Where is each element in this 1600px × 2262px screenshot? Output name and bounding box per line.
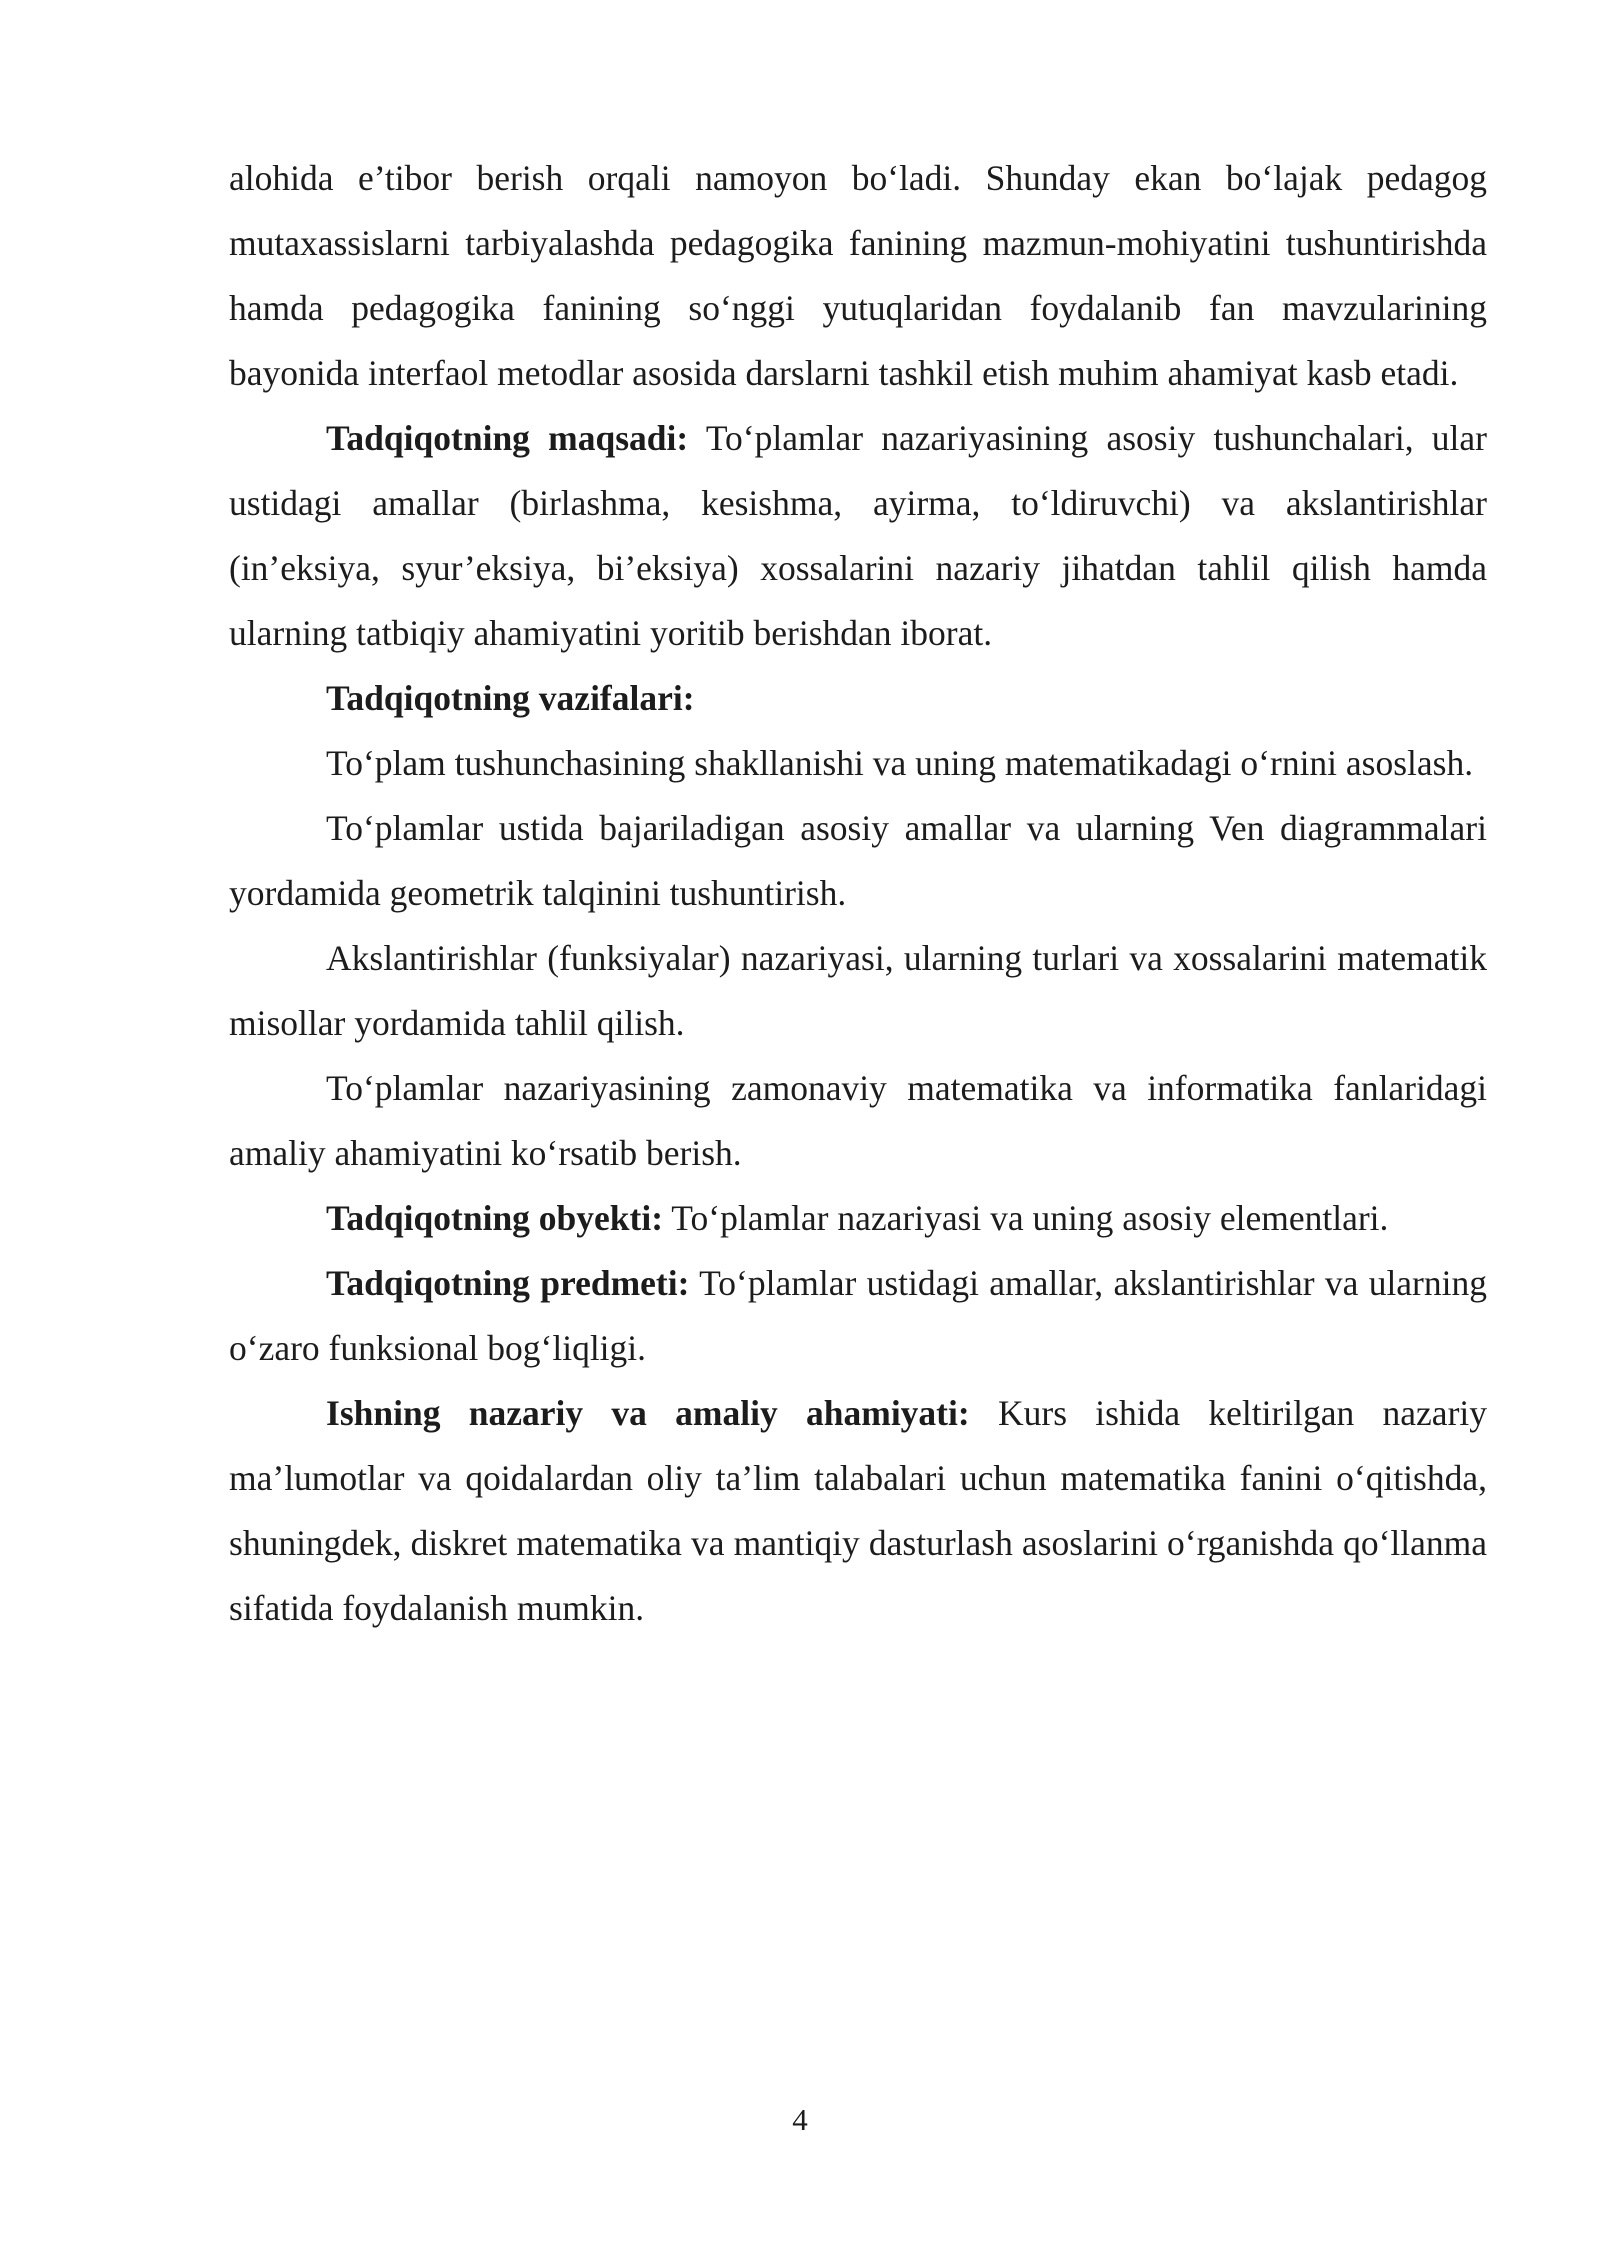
task-item-text: To‘plamlar nazariyasining zamonaviy matematika va informatika fanlaridagi amaliy ahamiyatini ko‘rsatib berish. <box>229 1068 1487 1173</box>
task-item <box>229 796 1487 926</box>
page-number: 4 <box>792 2102 808 2137</box>
significance-text: Kurs ishida keltirilgan nazariy ma’lumotlar va qoidalardan oliy ta’lim talabalari uchun matematika fanini o‘qitishda, shuningdek, diskret matematika va mantiqiy dasturlash asoslarini o‘rganishda qo‘llanma sifatida foydalanish mumkin. <box>229 1393 1487 1628</box>
research-subject-text: To‘plamlar ustidagi amallar, akslantirishlar va ularning o‘zaro funksional bog‘liqligi. <box>229 1263 1487 1368</box>
research-subject-paragraph <box>229 1251 1487 1381</box>
task-item-text: Akslantirishlar (funksiyalar) nazariyasi, ularning turlari va xossalarini matematik misollar yordamida tahlil qilish. <box>229 938 1487 1043</box>
task-item <box>229 731 1487 796</box>
research-goal-paragraph <box>229 406 1487 666</box>
research-object-text: To‘plamlar nazariyasi va uning asosiy elementlari. <box>671 1198 1389 1238</box>
body-text <box>229 146 1487 1641</box>
research-goal-text: To‘plamlar nazariyasining asosiy tushunchalari, ular ustidagi amallar (birlashma, kesishma, ayirma, to‘ldiruvchi) va akslantirishlar (in’eksiya, syur’eksiya, bi’eksiya) xossalarini nazariy jihatdan tahlil qilish hamda ularning tatbiqiy ahamiyatini yoritib berishdan iborat. <box>229 418 1488 653</box>
intro-text: alohida e’tibor berish orqali namoyon bo‘ladi. Shunday ekan bo‘lajak pedagog mutaxassislarni tarbiyalashda pedagogika fanining mazmun-mohiyatini tushuntirishda hamda pedagogika fanining so‘nggi yutuqlaridan foydalanib fan mavzularining bayonida interfaol metodlar asosida darslarni tashkil etish muhim ahamiyat kasb etadi. <box>229 158 1487 393</box>
task-item <box>229 1056 1487 1186</box>
research-object-paragraph <box>229 1186 1487 1251</box>
research-subject-label: Tadqiqotning predmeti: <box>326 1263 690 1303</box>
significance-paragraph <box>229 1381 1487 1641</box>
task-item-text: To‘plam tushunchasining shakllanishi va uning matematikadagi o‘rnini asoslash. <box>326 743 1474 783</box>
task-item <box>229 926 1487 1056</box>
research-tasks-label: Tadqiqotning vazifalari: <box>326 678 695 718</box>
research-tasks-heading <box>229 666 1487 731</box>
research-object-label: Tadqiqotning obyekti: <box>326 1198 664 1238</box>
significance-label: Ishning nazariy va amaliy ahamiyati: <box>326 1393 970 1433</box>
intro-paragraph <box>229 146 1487 406</box>
task-item-text: To‘plamlar ustida bajariladigan asosiy amallar va ularning Ven diagrammalari yordamida geometrik talqinini tushuntirish. <box>229 808 1487 913</box>
research-goal-label: Tadqiqotning maqsadi: <box>326 418 689 458</box>
